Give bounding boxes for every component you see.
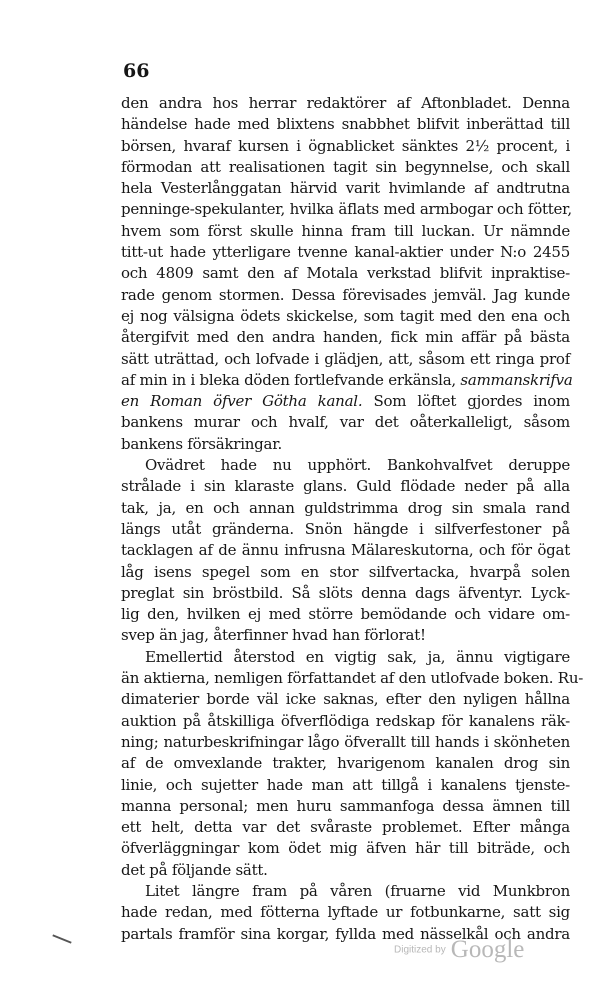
- page-number: 66: [123, 60, 150, 82]
- line-text: manna personal; men huru sammanfoga dessa ämnen till: [121, 796, 570, 815]
- line-text: Ovädret hade nu upphört. Bankohvalfvet deruppe: [145, 456, 570, 475]
- text-line: [121, 221, 570, 242]
- line-text: tacklagen af de ännu infrusna Mälareskutorna, och för ögat: [121, 541, 570, 560]
- text-line: [121, 178, 570, 199]
- line-text: tak, ja, en och annan guldstrimma drog sin smala rand: [121, 498, 570, 517]
- line-text: auktion på åtskilliga öfverflödiga redskap för kanalens räk-: [121, 711, 570, 730]
- text-line: [121, 647, 570, 668]
- text-line: [121, 199, 570, 220]
- text-line: [121, 391, 570, 412]
- text-line: [121, 498, 570, 519]
- line-text: öfverläggningar kom ödet mig äfven här till biträde, och: [121, 839, 570, 858]
- line-text: dimaterier borde väl icke saknas, efter den nyligen hållna: [121, 690, 570, 709]
- text-line: [121, 519, 570, 540]
- line-text: ett helt, detta var det svåraste problemet. Efter många: [121, 818, 570, 837]
- line-text: af de omvexlande trakter, hvarigenom kanalen drog sin: [121, 754, 570, 773]
- line-text: svep än jag, återfinner hvad han förlorat!: [121, 626, 426, 645]
- text-line: [121, 327, 570, 348]
- line-text: händelse hade med blixtens snabbhet blifvit inberättad till: [121, 115, 570, 134]
- text-line: [121, 93, 570, 114]
- line-text: det på följande sätt.: [121, 860, 268, 879]
- text-line: [121, 455, 570, 476]
- text-line: [121, 540, 570, 561]
- line-text: längs utåt gränderna. Snön hängde i silfverfestoner på: [121, 519, 570, 538]
- line-text: hvem som först skulle hinna fram till luckan. Ur nämnde: [121, 221, 570, 240]
- line-text: förmodan att realisationen tagit sin begynnelse, och skall: [121, 157, 570, 176]
- line-text: och 4809 samt den af Motala verkstad blifvit inpraktise-: [121, 264, 570, 283]
- text-block: [121, 93, 584, 945]
- watermark-google-text: Google: [450, 936, 525, 963]
- line-text: titt-ut hade ytterligare tvenne kanal-aktier under N:o 2455: [121, 243, 570, 262]
- text-line: [121, 306, 570, 327]
- italic-title-text: sammanskrifva: [460, 370, 573, 389]
- line-text: lig den, hvilken ej med större bemödande och vidare om-: [121, 605, 570, 624]
- text-line: [121, 476, 570, 497]
- text-line: [121, 796, 570, 817]
- line-text: linie, och sujetter hade man att tillgå i kanalens tjenste-: [121, 775, 570, 794]
- line-text: Emellertid återstod en vigtig sak, ja, ännu vigtigare: [145, 647, 570, 666]
- text-line: [121, 434, 570, 455]
- text-line: [121, 562, 570, 583]
- italic-title-text: en Roman öfver Götha kanal.: [121, 392, 363, 411]
- line-text: strålade i sin klaraste glans. Guld flödade neder på alla: [121, 477, 570, 496]
- line-text: ej nog välsigna ödets skickelse, som tagit med den ena och: [121, 306, 570, 325]
- line-text: ning; naturbeskrifningar lågo öfverallt till hands i skönheten: [121, 732, 570, 751]
- line-text: hade redan, med fötterna lyftade ur fotbunkarne, satt sig: [121, 903, 570, 922]
- text-line: [121, 242, 570, 263]
- text-line: [121, 838, 570, 859]
- line-text: af min in i bleka döden fortlefvande erkänsla,: [121, 370, 461, 389]
- scan-mark: [52, 934, 71, 943]
- line-text: återgifvit med den andra handen, fick min affär på bästa: [121, 328, 570, 347]
- text-line: [121, 412, 570, 433]
- text-line: [121, 370, 573, 391]
- text-line: [121, 689, 570, 710]
- watermark-small-text: Digitized by: [394, 944, 446, 956]
- text-line: [121, 732, 570, 753]
- line-text: Litet längre fram på våren (fruarne vid Munkbron: [145, 881, 570, 900]
- line-text: hela Vesterlånggatan härvid varit hvimlande af andtrutna: [121, 179, 570, 198]
- line-text: preglat sin bröstbild. Så slöts denna dags äfventyr. Lyck-: [121, 583, 570, 602]
- text-line: [121, 604, 570, 625]
- text-line: [121, 775, 570, 796]
- line-text: rade genom stormen. Dessa förevisades jemväl. Jag kunde: [121, 285, 570, 304]
- text-line: [121, 349, 570, 370]
- line-text: den andra hos herrar redaktörer af Aftonbladet. Denna: [121, 94, 570, 112]
- line-text: låg isens spegel som en stor silfvertacka, hvarpå solen: [121, 562, 570, 581]
- text-line: [121, 136, 570, 157]
- watermark: [394, 936, 524, 964]
- line-text: bankens murar och hvalf, var det oåterkalleligt, såsom: [121, 413, 570, 432]
- line-text: börsen, hvaraf kursen i ögnablicket sänktes 2½ procent, i: [121, 136, 570, 155]
- text-line: [121, 668, 584, 689]
- text-line: [121, 817, 570, 838]
- line-text: penninge-spekulanter, hvilka äflats med armbogar och fötter,: [121, 200, 572, 219]
- text-line: [121, 753, 570, 774]
- text-line: [121, 263, 570, 284]
- text-line: [121, 157, 570, 178]
- text-line: [121, 711, 570, 732]
- text-line: [121, 625, 570, 646]
- text-line: [121, 114, 570, 135]
- text-line: [121, 902, 570, 923]
- line-text: Som löftet gjordes inom: [362, 392, 571, 411]
- line-text: än aktierna, nemligen författandet af den utlofvade boken. Ru-: [121, 669, 584, 688]
- text-line: [121, 860, 570, 881]
- line-text: partals framför sina korgar, fyllda med nässelkål och andra: [121, 924, 570, 943]
- text-line: [121, 285, 570, 306]
- text-line: [121, 583, 570, 604]
- text-line: [121, 881, 570, 902]
- line-text: bankens försäkringar.: [121, 434, 282, 453]
- line-text: sätt uträttad, och lofvade i glädjen, att, såsom ett ringa prof: [121, 349, 570, 368]
